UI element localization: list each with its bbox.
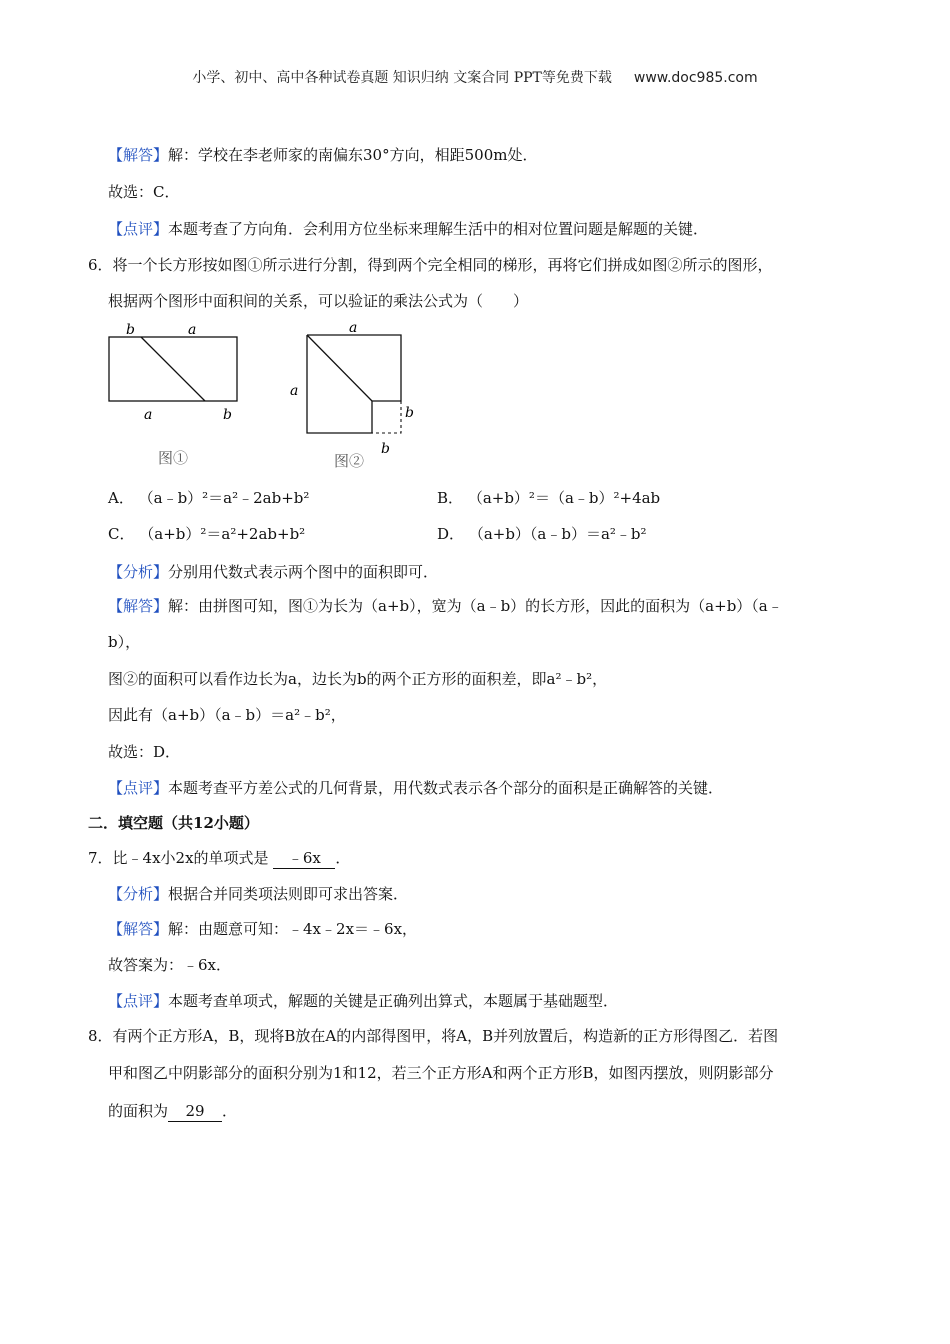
fig1-label: 图① — [158, 449, 189, 467]
fig2-left-a: a — [290, 383, 299, 399]
q6-stem-1: 将一个长方形按如图①所示进行分割，得到两个完全相同的梯形，再将它们拼成如图②所示的图形， — [112, 256, 773, 274]
review-tag: 【点评】 — [108, 779, 169, 797]
q6-analysis-text: 分别用代数式表示两个图中的面积即可． — [168, 563, 439, 581]
q7-answer — [108, 919, 417, 939]
q8-number: 8． — [88, 1027, 113, 1045]
q8-stem-2: 甲和图乙中阴影部分的面积分别为1和12，若三个正方形A和两个正方形B，如图丙摆放，则阴影部分 — [108, 1064, 774, 1082]
q8-stem-3: 的面积为 — [108, 1102, 169, 1120]
fig1-top-a: a — [188, 322, 197, 338]
option-c-letter: C． — [108, 525, 135, 543]
q6-review-text: 本题考查平方差公式的几何背景，用代数式表示各个部分的面积是正确解答的关键． — [168, 779, 724, 797]
q5-review-text: 本题考查了方向角．会利用方位坐标来理解生活中的相对位置问题是解题的关键． — [168, 220, 709, 238]
q5-choice: 故选：C． — [108, 183, 180, 201]
q6-answer-1: 解：由拼图可知，图①为长为（a+b），宽为（a﹣b）的长方形，因此的面积为（a+b）（a﹣ — [168, 597, 783, 615]
option-c-text: （a+b）²＝a²+2ab+b² — [139, 525, 306, 543]
option-d — [437, 524, 647, 544]
q8-stem-1: 有两个正方形A，B，现将B放在A的内部得图甲，将A，B并列放置后，构造新的正方形得图乙．若图 — [112, 1027, 779, 1045]
fig1-diagonal-cut — [141, 337, 205, 401]
q6-answer-2: b）， — [108, 633, 141, 651]
fig2-label: 图② — [334, 452, 365, 468]
q8-stem-line1 — [88, 1026, 778, 1046]
q7-analysis — [108, 884, 408, 904]
q7-review-text: 本题考查单项式，解题的关键是正确列出算式，本题属于基础题型． — [168, 992, 619, 1010]
figure-1 — [109, 322, 237, 467]
review-tag: 【点评】 — [108, 220, 169, 238]
q5-answer-text: 解：学校在李老师家的南偏东30°方向，相距500m处． — [168, 146, 538, 164]
fig1-bottom-a: a — [144, 407, 153, 423]
q8-stem-line3 — [108, 1101, 237, 1122]
q7-number: 7． — [88, 849, 113, 867]
q7-answer-text: 解：由题意可知：﹣4x﹣2x＝﹣6x， — [168, 920, 418, 938]
q6-figures — [100, 318, 430, 468]
q5-review — [108, 219, 708, 239]
option-a — [108, 488, 309, 508]
q6-choice: 故选：D． — [108, 743, 181, 761]
q8-answer-blank: 29 — [168, 1101, 222, 1122]
fig2-dashed-square — [372, 401, 401, 433]
answer-tag: 【解答】 — [108, 920, 169, 938]
header-text: 小学、初中、高中各种试卷真题 知识归纳 文案合同 PPT等免费下载 — [192, 70, 612, 86]
fig1-bottom-b: b — [223, 407, 232, 423]
page-header — [0, 68, 950, 88]
analysis-tag: 【分析】 — [108, 885, 169, 903]
q7-stem-text: 比﹣4x小2x的单项式是 — [112, 849, 269, 867]
option-d-text: （a+b）（a﹣b）＝a²﹣b² — [468, 525, 647, 543]
q6-answer-3: 图②的面积可以看作边长为a，边长为b的两个正方形的面积差，即a²﹣b²， — [108, 670, 608, 688]
fig2-top-a: a — [349, 320, 358, 336]
option-d-letter: D． — [437, 525, 465, 543]
q7-review — [108, 991, 618, 1011]
fig2-bottom-b: b — [381, 441, 390, 457]
fig2-diagonal-cut — [307, 335, 372, 401]
q7-stem-end: ． — [335, 849, 351, 867]
option-a-text: （a﹣b）²＝a²﹣2ab+b² — [138, 489, 310, 507]
answer-tag: 【解答】 — [108, 146, 169, 164]
q6-number: 6． — [88, 256, 113, 274]
q7-stem — [88, 848, 350, 869]
q8-stem-end: ． — [222, 1102, 238, 1120]
option-b-text: （a+b）²＝（a﹣b）²+4ab — [467, 489, 661, 507]
answer-tag: 【解答】 — [108, 597, 169, 615]
header-site-link[interactable]: www.doc985.com — [633, 70, 758, 86]
q6-analysis — [108, 562, 438, 582]
option-b — [437, 488, 660, 508]
option-b-letter: B． — [437, 489, 464, 507]
section-title: 二．填空题（共12小题） — [88, 814, 259, 832]
q6-review — [108, 778, 723, 798]
figure-2 — [290, 320, 414, 468]
q6-answer-4: 因此有（a+b）（a﹣b）＝a²﹣b²， — [108, 706, 346, 724]
q5-answer — [108, 145, 537, 165]
review-tag: 【点评】 — [108, 992, 169, 1010]
option-c — [108, 524, 305, 544]
option-a-letter: A． — [108, 489, 134, 507]
q7-answer-blank: ﹣6x — [273, 848, 335, 869]
analysis-tag: 【分析】 — [108, 563, 169, 581]
q6-stem-2: 根据两个图形中面积间的关系，可以验证的乘法公式为（ ） — [108, 292, 529, 310]
q7-analysis-text: 根据合并同类项法则即可求出答案． — [168, 885, 409, 903]
q6-answer-line1 — [108, 596, 783, 616]
q6-stem-line1 — [88, 255, 773, 275]
q7-result: 故答案为：﹣6x． — [108, 956, 232, 974]
fig2-right-b: b — [405, 405, 414, 421]
fig1-top-b: b — [126, 322, 135, 338]
